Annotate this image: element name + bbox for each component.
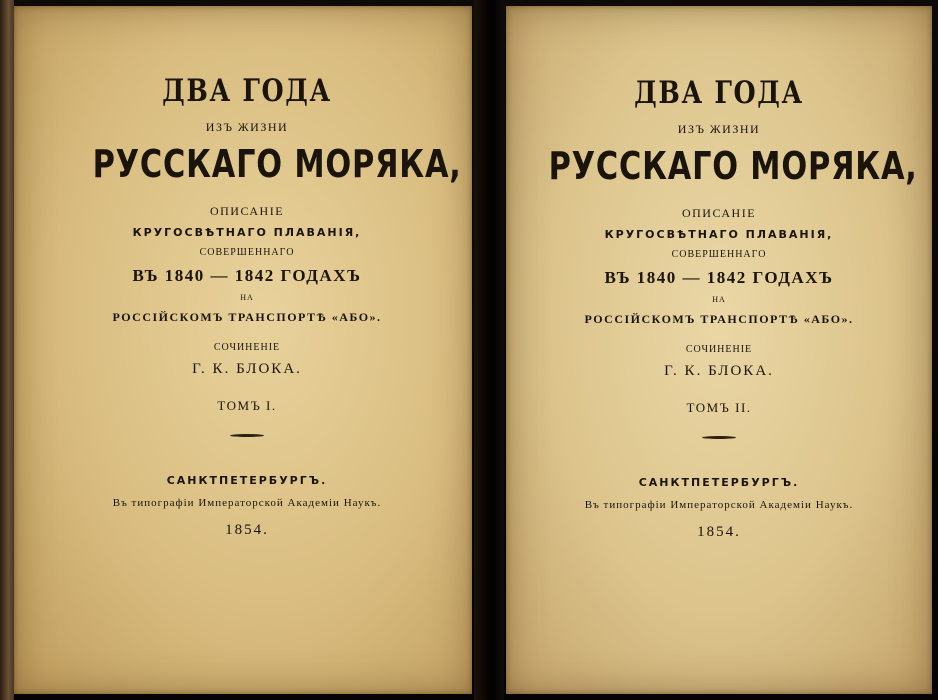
book-title-top: ДВА ГОДА bbox=[162, 73, 332, 109]
book-gutter bbox=[474, 0, 504, 700]
book-title-small: ИЗЪ ЖИЗНИ bbox=[205, 120, 289, 134]
preposition-na: НА bbox=[240, 293, 254, 302]
preposition-na: НА bbox=[712, 295, 726, 304]
completed-word: СОВЕРШЕННАГО bbox=[671, 249, 767, 260]
description-word: ОПИСАНІЕ bbox=[209, 204, 285, 218]
ornamental-rule bbox=[702, 436, 736, 439]
author-name: Г. К. БЛОКА. bbox=[192, 361, 302, 377]
work-by-label: СОЧИНЕНІЕ bbox=[685, 344, 753, 355]
work-by-label: СОЧИНЕНІЕ bbox=[213, 342, 281, 353]
title-page-volume-1 bbox=[14, 6, 472, 694]
voyage-line: КРУГОСВѢТНАГО ПЛАВАНІЯ, bbox=[132, 226, 362, 239]
book-edge bbox=[0, 0, 14, 700]
author-name: Г. К. БЛОКА. bbox=[664, 363, 774, 379]
volume-number: ТОМЪ I. bbox=[217, 398, 277, 413]
imprint-press: Въ типографіи Императорской Академіи Наукъ. bbox=[112, 497, 382, 509]
book-title-small: ИЗЪ ЖИЗНИ bbox=[677, 122, 761, 136]
ornamental-rule bbox=[230, 434, 264, 437]
years-line: ВЪ 1840 — 1842 ГОДАХЪ bbox=[132, 266, 362, 285]
ship-line: РОССІЙСКОМЪ ТРАНСПОРТѢ «АБО». bbox=[112, 310, 382, 324]
completed-word: СОВЕРШЕННАГО bbox=[199, 247, 295, 258]
volume-number: ТОМЪ II. bbox=[686, 400, 752, 415]
imprint-city: САНКТПЕТЕРБУРГЪ. bbox=[166, 474, 328, 487]
imprint-press: Въ типографіи Императорской Академіи Наукъ. bbox=[584, 499, 854, 511]
years-line: ВЪ 1840 — 1842 ГОДАХЪ bbox=[604, 268, 834, 287]
book-title-main: РУССКАГО МОРЯКА, bbox=[548, 144, 918, 188]
voyage-line: КРУГОСВѢТНАГО ПЛАВАНІЯ, bbox=[604, 228, 834, 241]
title-page-volume-2 bbox=[506, 6, 932, 694]
title-page-text bbox=[54, 73, 462, 538]
title-page-text bbox=[506, 75, 932, 540]
book-title-top: ДВА ГОДА bbox=[634, 75, 804, 111]
description-word: ОПИСАНІЕ bbox=[681, 206, 757, 220]
imprint-city: САНКТПЕТЕРБУРГЪ. bbox=[638, 476, 800, 489]
book-title-main: РУССКАГО МОРЯКА, bbox=[92, 142, 462, 186]
ship-line: РОССІЙСКОМЪ ТРАНСПОРТѢ «АБО». bbox=[584, 312, 854, 326]
imprint-year: 1854. bbox=[697, 524, 741, 540]
imprint-year: 1854. bbox=[225, 522, 269, 538]
